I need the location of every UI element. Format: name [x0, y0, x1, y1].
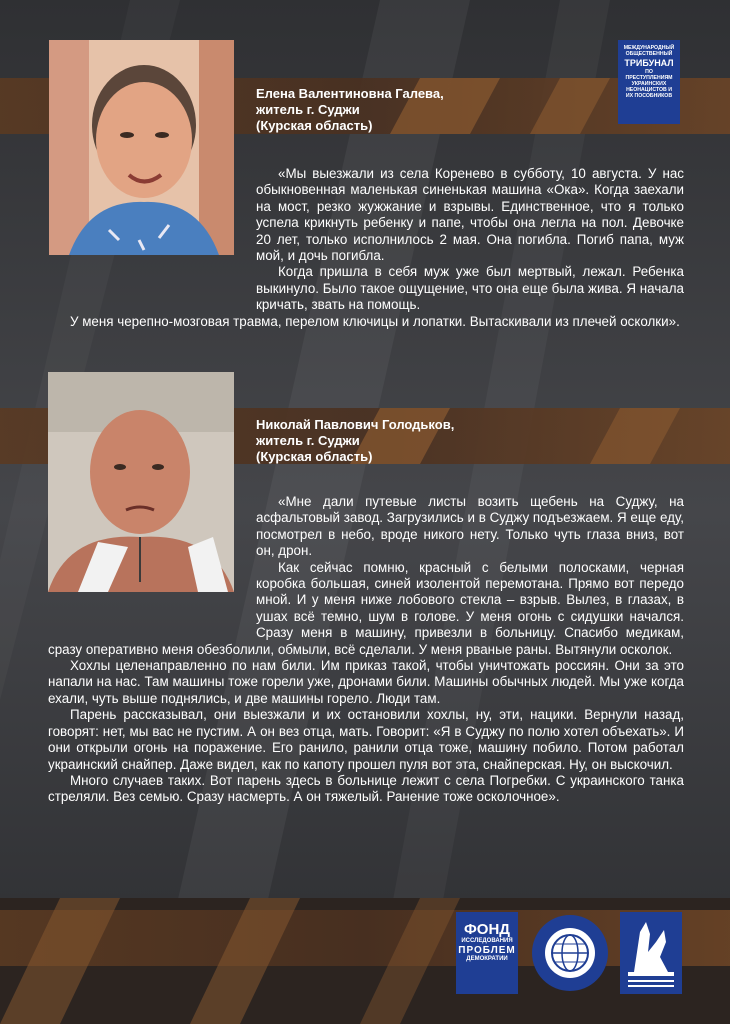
witness1-paragraph: Когда пришла в себя муж уже был мертвый, лежал. Ребенка выкинуло. Было такое ощущение, что она еще была жива. Я начала кричать, звать на помощь. — [256, 264, 684, 313]
tribunal-logo-line3: ТРИБУНАЛ — [624, 58, 674, 68]
tribunal-logo-line1: МЕЖДУНАРОДНЫЙ — [623, 45, 675, 51]
witness2-residence: житель г. Суджи — [256, 433, 360, 448]
witness2-paragraph: «Мне дали путевые листы возить щебень на Суджу, на асфальтовый завод. Загрузились и в Суджу подъезжаем. Я еще еду, посмотрел в небо, вроде никого нету. Только чуть глаза вниз, вот он, дрон. — [256, 494, 684, 559]
tribunal-logo-line7: ИХ ПОСОБНИКОВ — [625, 93, 673, 99]
witness2-paragraph: Много случаев таких. Вот парень здесь в больнице лежит с села Погребки. С украинского танка стреляли. Вез семью. Сразу насмерть. А он тяжелый. Ранение тоже осколочное». — [48, 772, 684, 805]
fond-logo-line2: ИССЛЕДОВАНИЯ — [461, 938, 513, 944]
witness1-paragraph: «Мы выезжали из села Коренево в субботу, 10 августа. У нас обыкновенная маленькая синенькая машина «Ока». Когда заехали на мост, резко жужжание и взрывы. Единственное, что я только успела крикнуть ребенку и папе, чтобы она легла на пол. Девочке 20 лет, только исполнилось 2 мая. Она погибла. Погиб папа, муж мой, и дочь погибла. — [256, 166, 684, 264]
witness2-testimony — [48, 494, 684, 806]
monument-icon — [620, 912, 682, 994]
photo-spacer — [48, 494, 256, 626]
fond-logo-line3: ПРОБЛЕМ — [458, 945, 516, 956]
witness2-paragraph: Хохлы целенаправленно по нам били. Им приказ такой, чтобы уничтожать россиян. Они за это напали на нас. Там машины тоже горели уже, дронами били. Машины обычных людей. Мы уже когда ехали, чуть выше поднялись, и две машины горело. Люди там. — [48, 658, 684, 706]
witness2-region: (Курская область) — [256, 449, 373, 464]
witness2-paragraph: Как сейчас помню, красный с белыми полосками, черная коробка большая, синей изолентой перемотана. Прямо вот передо мной. И у меня ниже лобового стекла – взрыв. Вылез, в глазах, в ушах всё темно, шум в голове. У меня огонь с сидушки начался. Сразу меня в машину, привезли в больницу. Спасибо медикам, сразу оперативно меня обезболили, обмыли, всё сделали. У меня рваные раны. Вытянули осколок. — [48, 559, 684, 657]
tribunal-logo-line2: ОБЩЕСТВЕННЫЙ — [625, 51, 673, 57]
witness2-name: Николай Павлович Голодьков, — [256, 417, 455, 432]
witness2-caption — [256, 417, 454, 465]
tribunal-logo-line4: ПО ПРЕСТУПЛЕНИЯМ — [625, 69, 673, 81]
witness1-testimony — [48, 166, 684, 330]
witness1-name: Елена Валентиновна Галева, — [256, 86, 444, 101]
tribunal-logo-line6: НЕОНАЦИСТОВ И — [626, 87, 672, 93]
fond-logo-line4: ДЕМОКРАТИИ — [466, 956, 508, 962]
witness1-residence: житель г. Суджи — [256, 102, 360, 117]
witness1-region: (Курская область) — [256, 118, 373, 133]
witness1-caption — [256, 86, 444, 134]
globe-emblem-icon — [531, 914, 609, 992]
fond-logo — [456, 912, 518, 994]
tribunal-logo — [618, 40, 680, 124]
fond-logo-line1: ФОНД — [464, 921, 510, 938]
witness2-paragraph: Парень рассказывал, они выезжали и их остановили хохлы, ну, эти, нацики. Вернули назад, говорят: нет, мы вас не пустим. А он вез отца, мать. Говорит: «Я в Суджу по полю хотел объехать». И они открыли огонь на поражение. Его ранило, ранили отца тоже, машину побило. Потом работал украинский снайпер. Даже видел, как по капоту прошел пуля вот эта, снайперская. Ну, он выскочил. — [48, 707, 684, 772]
tribunal-logo-line5: УКРАИНСКИХ — [631, 81, 667, 87]
photo-spacer — [48, 166, 256, 298]
witness1-paragraph: У меня черепно-мозговая травма, перелом ключицы и лопатки. Вытаскивали из плечей осколки». — [70, 313, 680, 329]
